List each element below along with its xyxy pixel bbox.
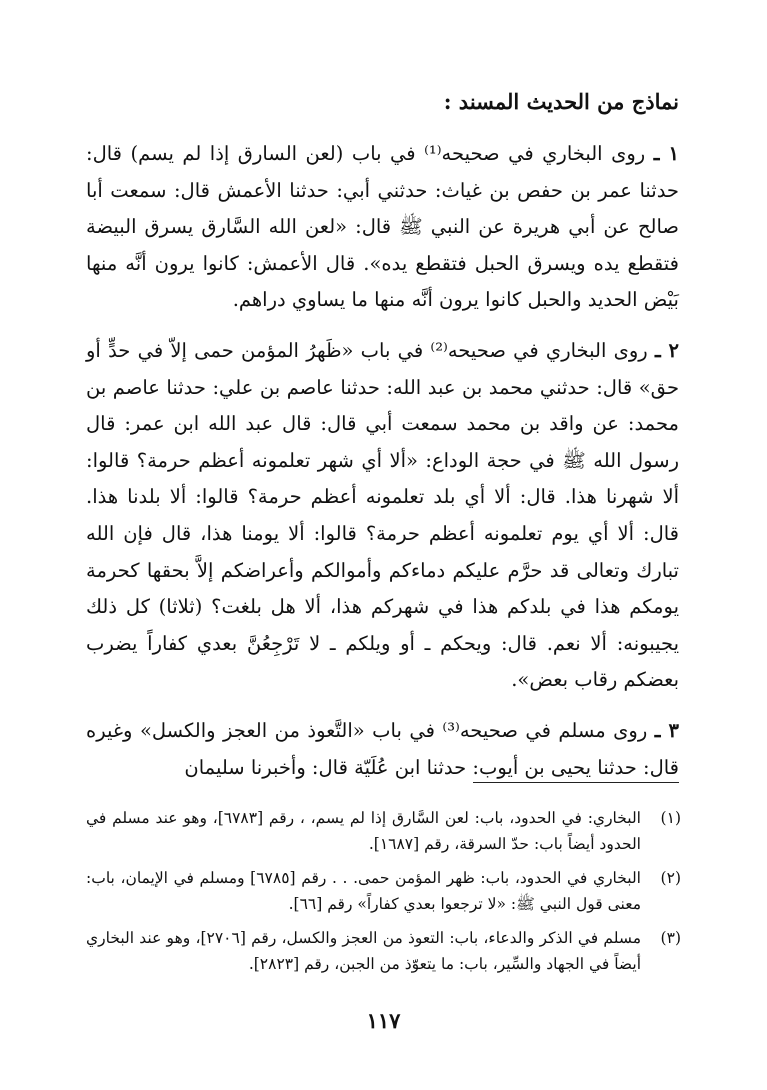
paragraph-text: روى مسلم في صحيحه⁽³⁾ في باب «التَّعوذ من العجز والكسل» وغيره قال: حدثنا يحيى بن أيوب: حدثنا ابن عُلَيّة قال: وأخبرنا سليمان bbox=[86, 718, 679, 779]
hadith-paragraph-3 bbox=[86, 713, 679, 786]
paragraph-number: ٢ ـ bbox=[654, 338, 679, 362]
footnote-number: (١) bbox=[660, 809, 681, 827]
footnote-2 bbox=[86, 865, 681, 917]
paragraph-number: ٣ ـ bbox=[654, 718, 679, 742]
footnote-text: مسلم في الذكر والدعاء، باب: التعوذ من العجز والكسل، رقم [٢٧٠٦]، وهو عند البخاري أيضاً في الجهاد والسِّير، باب: ما يتعوّذ من الجبن، رقم [٢٨٢٣]. bbox=[86, 929, 641, 973]
footnote-number: (٢) bbox=[660, 869, 681, 887]
page-number: ١١٧ bbox=[366, 1008, 401, 1033]
main-text bbox=[86, 82, 679, 800]
footnote-text: البخاري في الحدود، باب: ظهر المؤمن حمى. . . رقم [٦٧٨٥] ومسلم في الإيمان، باب: معنى قول النبي ﷺ: «لا ترجعوا بعدي كفاراً» رقم [٦٦]. bbox=[86, 869, 641, 913]
paragraph-number: ١ ـ bbox=[653, 142, 679, 165]
footnote-separator bbox=[473, 782, 679, 783]
paragraph-text: روى البخاري في صحيحه⁽¹⁾ في باب (لعن السارق إذا لم يسم) قال: حدثنا عمر بن حفص بن غياث: حدثني أبي: حدثنا الأعمش قال: سمعت أبا صالح عن أبي هريرة عن النبي ﷺ قال: «لعن الله السَّارق يسرق البيضة فتقطع يده ويسرق الحبل فتقطع يده». قال الأعمش: كانوا يرون أنَّه منها بَيْض الحديد والحبل كانوا يرون أنَّه منها ما يساوي دراهم. bbox=[86, 142, 679, 312]
footnote-text: البخاري: في الحدود، باب: لعن السَّارق إذا لم يسم، ، رقم [٦٧٨٣]، وهو عند مسلم في الحدود أيضاً باب: حدّ السرقة، رقم [١٦٨٧]. bbox=[86, 809, 641, 853]
hadith-paragraph-2 bbox=[86, 333, 679, 699]
paragraph-text: روى البخاري في صحيحه⁽²⁾ في باب «ظَهرُ المؤمن حمى إلاّ في حدٍّ أو حق» قال: حدثني محمد بن عبد الله: حدثنا عاصم بن علي: حدثنا عاصم بن محمد: عن واقد بن محمد سمعت أبي قال: قال عبد الله ابن عمر: قال رسول الله ﷺ في حجة الوداع: «ألا أي شهر تعلمونه أعظم حرمة؟ قالوا: ألا شهرنا هذا. قال: ألا أي بلد تعلمونه أعظم حرمة؟ قالوا: ألا بلدنا هذا. قال: ألا أي يوم تعلمونه أعظم حرمة؟ قالوا: ألا يومنا هذا، قال فإن الله تبارك وتعالى قد حرَّم عليكم دماءكم وأموالكم وأعراضكم إلاَّ بحقها كحرمة يومكم هذا في بلدكم هذا في شهركم هذا، ألا هل بلغت؟ (ثلاثا) كل ذلك يجيبونه: ألا نعم. قال: ويحكم ـ أو ويلكم ـ لا تَرْجِعُنَّ بعدي كفاراً يضرب بعضكم رقاب بعض». bbox=[86, 338, 679, 692]
footnote-3 bbox=[86, 925, 681, 977]
footnote-1 bbox=[86, 805, 681, 857]
footnote-number: (٣) bbox=[660, 929, 681, 947]
section-heading: نماذج من الحديث المسند : bbox=[443, 89, 679, 114]
footnotes bbox=[86, 805, 681, 985]
hadith-paragraph-1 bbox=[86, 136, 679, 319]
